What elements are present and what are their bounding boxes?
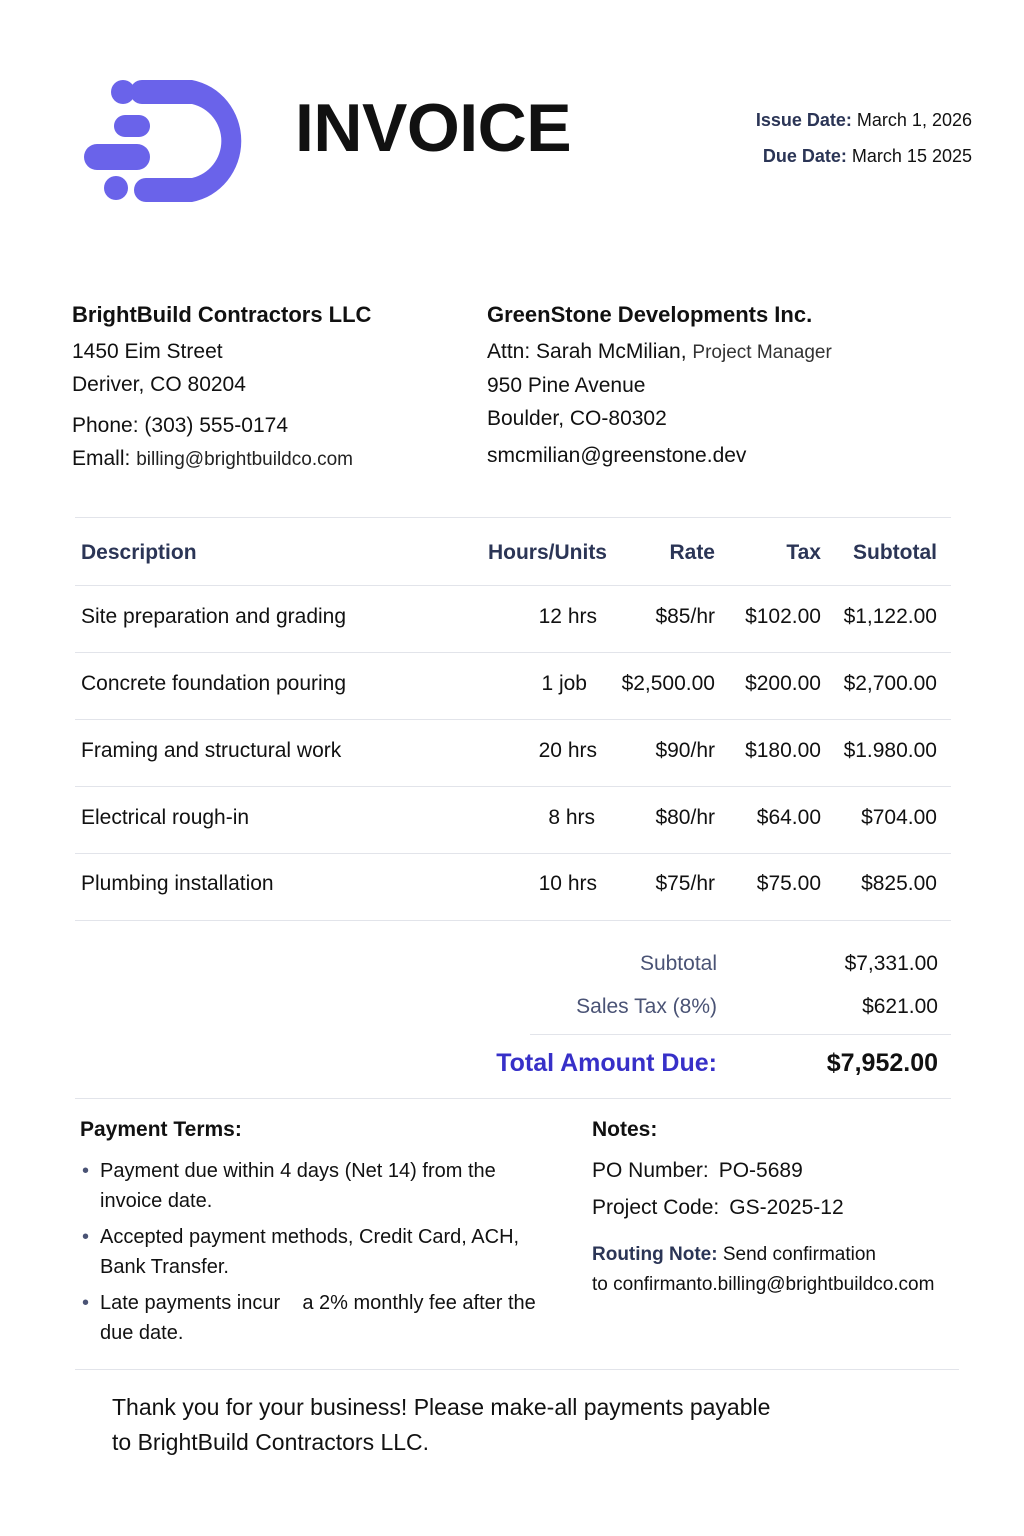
due-date bbox=[756, 138, 972, 174]
cell-rate: $80/hr bbox=[655, 806, 715, 829]
cell-rate: $85/hr bbox=[655, 605, 715, 628]
recipient-attn: Attn: Sarah McMilian, bbox=[487, 340, 687, 363]
invoice-dates bbox=[756, 102, 972, 174]
cell-hours: 8 hrs bbox=[548, 806, 595, 829]
cell-description: Framing and structural work bbox=[81, 739, 342, 762]
list-item bbox=[80, 1288, 560, 1348]
col-description-header: Description bbox=[81, 541, 197, 564]
payment-terms bbox=[80, 1118, 560, 1354]
thank-you-message bbox=[112, 1390, 872, 1460]
cell-description: Concrete foundation pouring bbox=[81, 672, 347, 695]
cell-tax: $180.00 bbox=[745, 739, 821, 762]
col-hours-header: Hours/Units bbox=[487, 541, 607, 564]
recipient-role: Project Manager bbox=[692, 342, 832, 363]
sender-email[interactable]: billing@brightbuildco.com bbox=[136, 449, 353, 470]
cell-subtotal: $704.00 bbox=[861, 806, 937, 829]
recipient-address-line-2: Boulder, CO-80302 bbox=[487, 407, 667, 430]
po-number bbox=[592, 1152, 992, 1189]
routing-note-email[interactable]: to confirmanto.billing@brightbuildco.com bbox=[592, 1274, 935, 1295]
total-due-value: $7,952.00 bbox=[826, 1049, 938, 1077]
invoice-title: INVOICE bbox=[295, 90, 572, 166]
notes-title: Notes: bbox=[592, 1118, 658, 1141]
row-divider bbox=[75, 652, 951, 653]
cell-tax: $75.00 bbox=[756, 872, 821, 895]
table-header-divider bbox=[75, 585, 951, 586]
cell-tax: $200.00 bbox=[745, 672, 821, 695]
cell-hours: 20 hrs bbox=[538, 739, 597, 762]
sales-tax-value: $621.00 bbox=[862, 995, 938, 1018]
cell-subtotal: $1,122.00 bbox=[843, 605, 937, 628]
issue-date-value: March 1, 2026 bbox=[856, 110, 972, 130]
cell-rate: $2,500.00 bbox=[621, 672, 715, 695]
footer-divider bbox=[75, 1369, 959, 1370]
sender-email-label: Emall: bbox=[72, 447, 131, 470]
sender-address-line-1: 1450 Eim Street bbox=[72, 340, 223, 363]
list-item bbox=[80, 1156, 560, 1216]
due-date-value: March 15 2025 bbox=[851, 146, 972, 166]
totals-divider bbox=[530, 1034, 951, 1035]
sender-name: BrightBuild Contractors LLC bbox=[72, 302, 372, 327]
cell-tax: $64.00 bbox=[756, 806, 821, 829]
cell-subtotal: $1.980.00 bbox=[843, 739, 937, 762]
bullet-icon: • bbox=[82, 1160, 90, 1182]
table-bottom-divider bbox=[75, 920, 951, 921]
subtotal-label: Subtotal bbox=[639, 952, 717, 975]
row-divider bbox=[75, 786, 951, 787]
due-date-label: Due Date: bbox=[762, 146, 847, 166]
recipient-address-line-1: 950 Pine Avenue bbox=[487, 374, 646, 397]
row-divider bbox=[75, 853, 951, 854]
project-code-value: GS-2025-12 bbox=[729, 1196, 844, 1219]
brand-d-logo-icon bbox=[84, 78, 256, 204]
terms-item-text: Payment due within 4 days (Net 14) from the invoice date. bbox=[100, 1160, 496, 1212]
col-tax-header: Tax bbox=[786, 541, 821, 564]
cell-rate: $75/hr bbox=[655, 872, 715, 895]
cell-description: Plumbing installation bbox=[81, 872, 274, 895]
payment-terms-list bbox=[80, 1156, 560, 1348]
sender-phone: Phone: (303) 555-0174 bbox=[72, 414, 288, 437]
table-top-divider bbox=[75, 517, 951, 518]
section-divider bbox=[75, 1098, 951, 1099]
col-subtotal-header: Subtotal bbox=[853, 541, 937, 564]
thank-you-line-2: to BrightBuild Contractors LLC. bbox=[112, 1429, 430, 1455]
total-due-label: Total Amount Due: bbox=[496, 1049, 717, 1077]
sender-block bbox=[72, 298, 371, 476]
bullet-icon: • bbox=[82, 1226, 90, 1248]
terms-item-text: Late payments incur a 2% monthly fee after the due date. bbox=[100, 1292, 542, 1344]
cell-hours: 10 hrs bbox=[538, 872, 597, 895]
bullet-icon: • bbox=[82, 1292, 90, 1314]
issue-date-label: Issue Date: bbox=[755, 110, 852, 130]
notes-section bbox=[592, 1118, 992, 1300]
subtotal-value: $7,331.00 bbox=[844, 952, 938, 975]
issue-date bbox=[756, 102, 972, 138]
cell-subtotal: $2,700.00 bbox=[843, 672, 937, 695]
col-rate-header: Rate bbox=[669, 541, 715, 564]
row-divider bbox=[75, 719, 951, 720]
sender-address-line-2: Deriver, CO 80204 bbox=[72, 373, 246, 396]
list-item bbox=[80, 1222, 560, 1282]
project-code-label: Project Code: bbox=[592, 1196, 720, 1219]
routing-note-label: Routing Note: bbox=[592, 1244, 718, 1265]
recipient-email[interactable]: smcmilian@greenstone.dev bbox=[487, 444, 747, 467]
cell-description: Electrical rough-in bbox=[81, 806, 250, 829]
routing-note-text: Send confirmation bbox=[722, 1244, 877, 1265]
cell-rate: $90/hr bbox=[655, 739, 715, 762]
routing-note bbox=[592, 1240, 992, 1300]
cell-tax: $102.00 bbox=[745, 605, 821, 628]
thank-you-line-1: Thank you for your business! Please make-all payments payable bbox=[112, 1394, 771, 1420]
po-number-value: PO-5689 bbox=[718, 1159, 803, 1182]
payment-terms-title: Payment Terms: bbox=[80, 1118, 242, 1141]
recipient-block bbox=[487, 298, 832, 472]
cell-hours: 12 hrs bbox=[538, 605, 597, 628]
sales-tax-label: Sales Tax (8%) bbox=[576, 995, 717, 1018]
project-code bbox=[592, 1189, 992, 1226]
cell-description: Site preparation and grading bbox=[81, 605, 347, 628]
cell-subtotal: $825.00 bbox=[861, 872, 937, 895]
po-number-label: PO Number: bbox=[592, 1159, 709, 1182]
recipient-name: GreenStone Developments Inc. bbox=[487, 302, 813, 327]
cell-hours: 1 job bbox=[541, 672, 587, 695]
terms-item-text: Accepted payment methods, Credit Card, ACH, Bank Transfer. bbox=[100, 1226, 520, 1278]
